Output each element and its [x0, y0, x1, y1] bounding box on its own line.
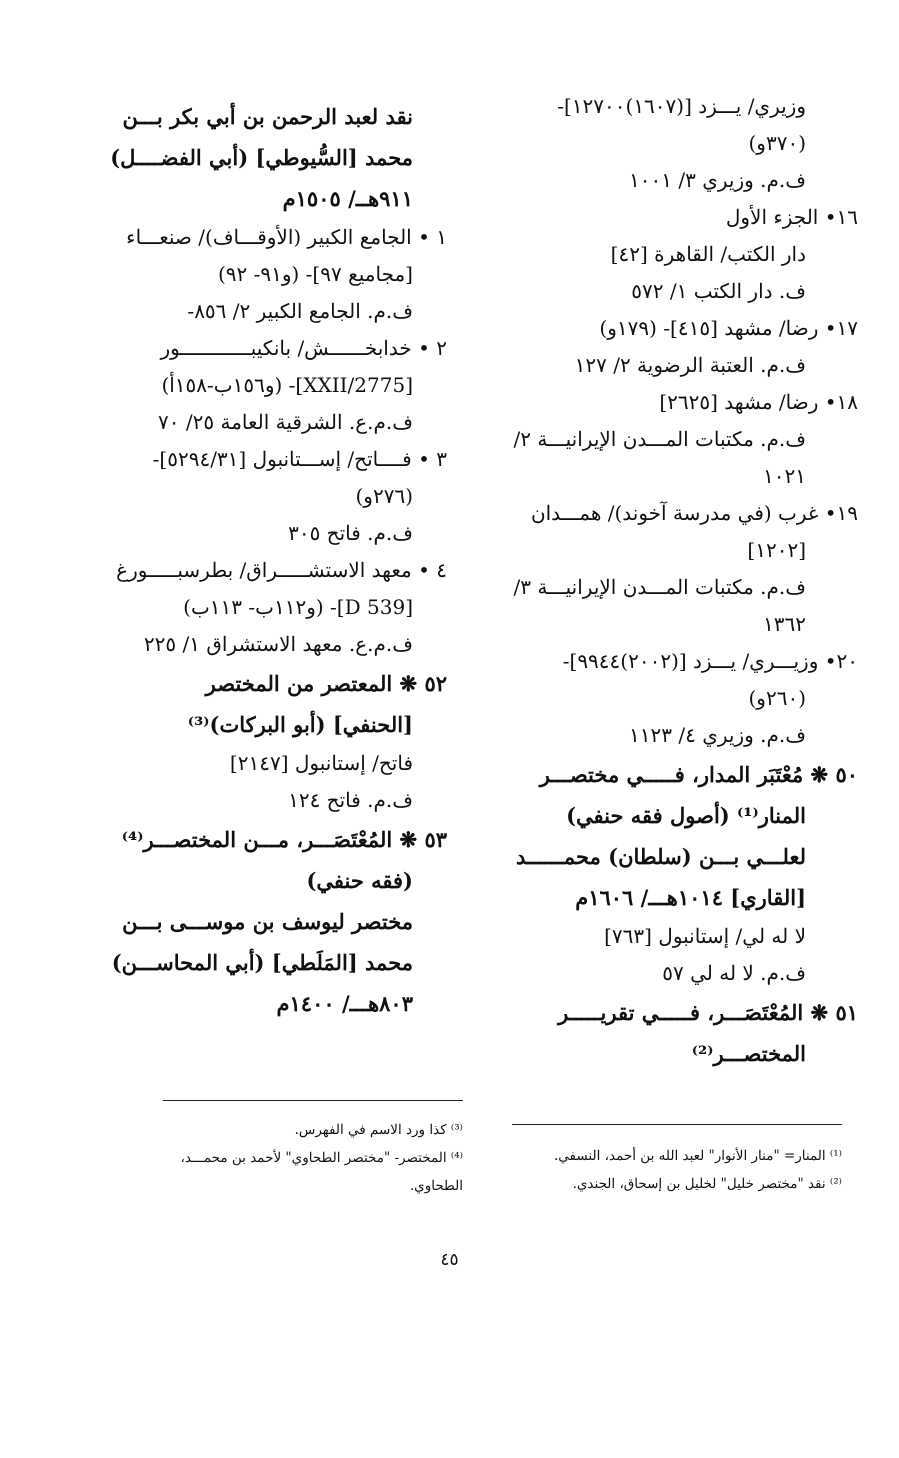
right-column-line: ١٦• الجزء الأول — [725, 205, 858, 229]
left-column-line: [D 539]- (و١١٢ب- ١١٣ب) — [183, 595, 413, 619]
left-column-line: [الحنفي] (أبو البركات)⁽³⁾ — [187, 712, 413, 737]
left-column-line: ف.م.ع. معهد الاستشراق ١/ ٢٢٥ — [143, 632, 413, 656]
left-column-line: ١ • الجامع الكبير (الأوقـــاف)/ صنعـــاء — [126, 225, 447, 249]
left-column-line: ف.م.ع. الشرقية العامة ٢٥/ ٧٠ — [158, 410, 413, 434]
left-column-line: ف.م. فاتح ١٢٤ — [288, 788, 413, 812]
footnotes-right — [480, 1142, 842, 1198]
right-column-line: ف. دار الكتب ١/ ٥٧٢ — [631, 279, 806, 303]
page-number: ٤٥ — [440, 1250, 459, 1270]
right-column-line: ف.م. وزيري ٤/ ١١٢٣ — [629, 723, 806, 747]
left-column-line: ٢ • خدابخــــــش/ بانكيبــــــــــــور — [160, 336, 447, 360]
left-column-line: ٩١١هــ/ ١٥٠٥م — [282, 186, 413, 211]
left-column-line: [مجاميع ٩٧]- (و٩١- ٩٢) — [217, 262, 413, 286]
left-column-line: [2775/XXII]- (و١٥٦ب-١٥٨أ) — [161, 373, 413, 397]
left-column — [110, 96, 447, 1024]
right-column-line: لا له لي/ إستانبول [٧٦٣] — [604, 924, 806, 948]
right-column-line: ٥٠ ❋ مُعْتَبَر المدار، فـــــي مختصـــر — [539, 762, 858, 787]
left-column-line: ٤ • معهد الاستشـــــراق/ بطرسبـــــورغ — [116, 558, 447, 582]
right-column-line: ١٨• رضا/ مشهد [٢٦٢٥] — [659, 390, 858, 414]
right-column-line: ف.م. العتبة الرضوية ٢/ ١٢٧ — [574, 353, 806, 377]
footnote: ⁽¹⁾ المنار= "منار الأنوار" لعبد الله بن أحمد، النسفي. — [554, 1148, 842, 1164]
right-column-line: ١٩• غرب (في مدرسة آخوند)/ همـــدان — [530, 501, 858, 525]
right-column — [480, 88, 858, 1074]
left-column-line: (٢٧٦و) — [355, 484, 413, 508]
right-column-line: (٣٧٠و) — [748, 131, 806, 155]
right-column-line: وزيري/ يـــزد [(١٦٠٧)١٢٧٠٠]- — [557, 94, 806, 118]
right-column-line: ١٧• رضا/ مشهد [٤١٥]- (١٧٩و) — [599, 316, 858, 340]
left-column-line: ف.م. الجامع الكبير ٢/ ٨٥٦- — [187, 299, 413, 323]
left-column-line: ٨٠٣هـــ/ ١٤٠٠م — [276, 991, 413, 1016]
right-column-line: ف.م. لا له لي ٥٧ — [662, 961, 806, 985]
left-column-line: ٥٣ ❋ المُعْتَصَـــر، مـــن المختصـــر⁽⁴⁾ — [121, 827, 447, 852]
right-column-line: المختصـــر⁽²⁾ — [691, 1041, 806, 1066]
right-column-line: ٢٠• وزيـــري/ يـــزد [(٢٠٠٢)٩٩٤٤]- — [562, 649, 858, 673]
left-column-line: ٥٢ ❋ المعتصر من المختصر — [205, 671, 447, 696]
left-column-line: ٣ • فــــاتح/ إســـتانبول [٥٢٩٤/٣١]- — [152, 447, 447, 471]
left-column-line: نقد لعبد الرحمن بن أبي بكر بـــن — [122, 104, 413, 129]
footnote: ⁽³⁾ كذا ورد الاسم في الفهرس. — [294, 1122, 463, 1138]
left-column-line: مختصر ليوسف بن موســـى بـــن — [122, 909, 413, 934]
right-column-line: ٥١ ❋ المُعْتَصَـــر، فـــــي تقريـــــر — [558, 1000, 858, 1025]
right-column-line: [القاري] ١٠١٤هـــ/ ١٦٠٦م — [575, 885, 806, 910]
right-column-line: (٢٦٠و) — [748, 686, 806, 710]
footnotes-left — [125, 1116, 463, 1200]
footnote-divider-left — [163, 1100, 463, 1101]
footnote: ⁽²⁾ نقد "مختصر خليل" لخليل بن إسحاق، الجندي. — [572, 1176, 842, 1192]
footnote: ⁽⁴⁾ المختصر- "مختصر الطحاوي" لأحمد بن محمـــد، — [180, 1150, 463, 1166]
left-column-line: فاتح/ إستانبول [٢١٤٧] — [229, 751, 413, 775]
left-column-line: ف.م. فاتح ٣٠٥ — [288, 521, 413, 545]
left-column-line: (فقه حنفي) — [306, 868, 413, 893]
right-column-line: لعلـــي بـــن (سلطان) محمــــــد — [515, 844, 806, 869]
right-column-line: ١٣٦٢ — [763, 612, 806, 636]
right-column-line: المنار⁽¹⁾ (أصول فقه حنفي) — [566, 803, 806, 828]
footnote-divider-right — [512, 1124, 842, 1125]
right-column-line: دار الكتب/ القاهرة [٤٢] — [610, 242, 806, 266]
left-column-line: محمد [المَلَطي] (أبي المحاســـن) — [111, 950, 413, 975]
right-column-line: ف.م. وزيري ٣/ ١٠٠١ — [629, 168, 806, 192]
left-column-line: محمد [السُّيوطي] (أبي الفضــــل) — [110, 145, 413, 170]
right-column-line: ١٠٢١ — [763, 464, 806, 488]
right-column-line: ف.م. مكتبات المـــدن الإيرانيـــة ٣/ — [513, 575, 806, 599]
right-column-line: ف.م. مكتبات المـــدن الإيرانيـــة ٢/ — [513, 427, 806, 451]
right-column-line: [١٢٠٢] — [747, 538, 806, 562]
footnote: الطحاوي. — [409, 1178, 463, 1194]
